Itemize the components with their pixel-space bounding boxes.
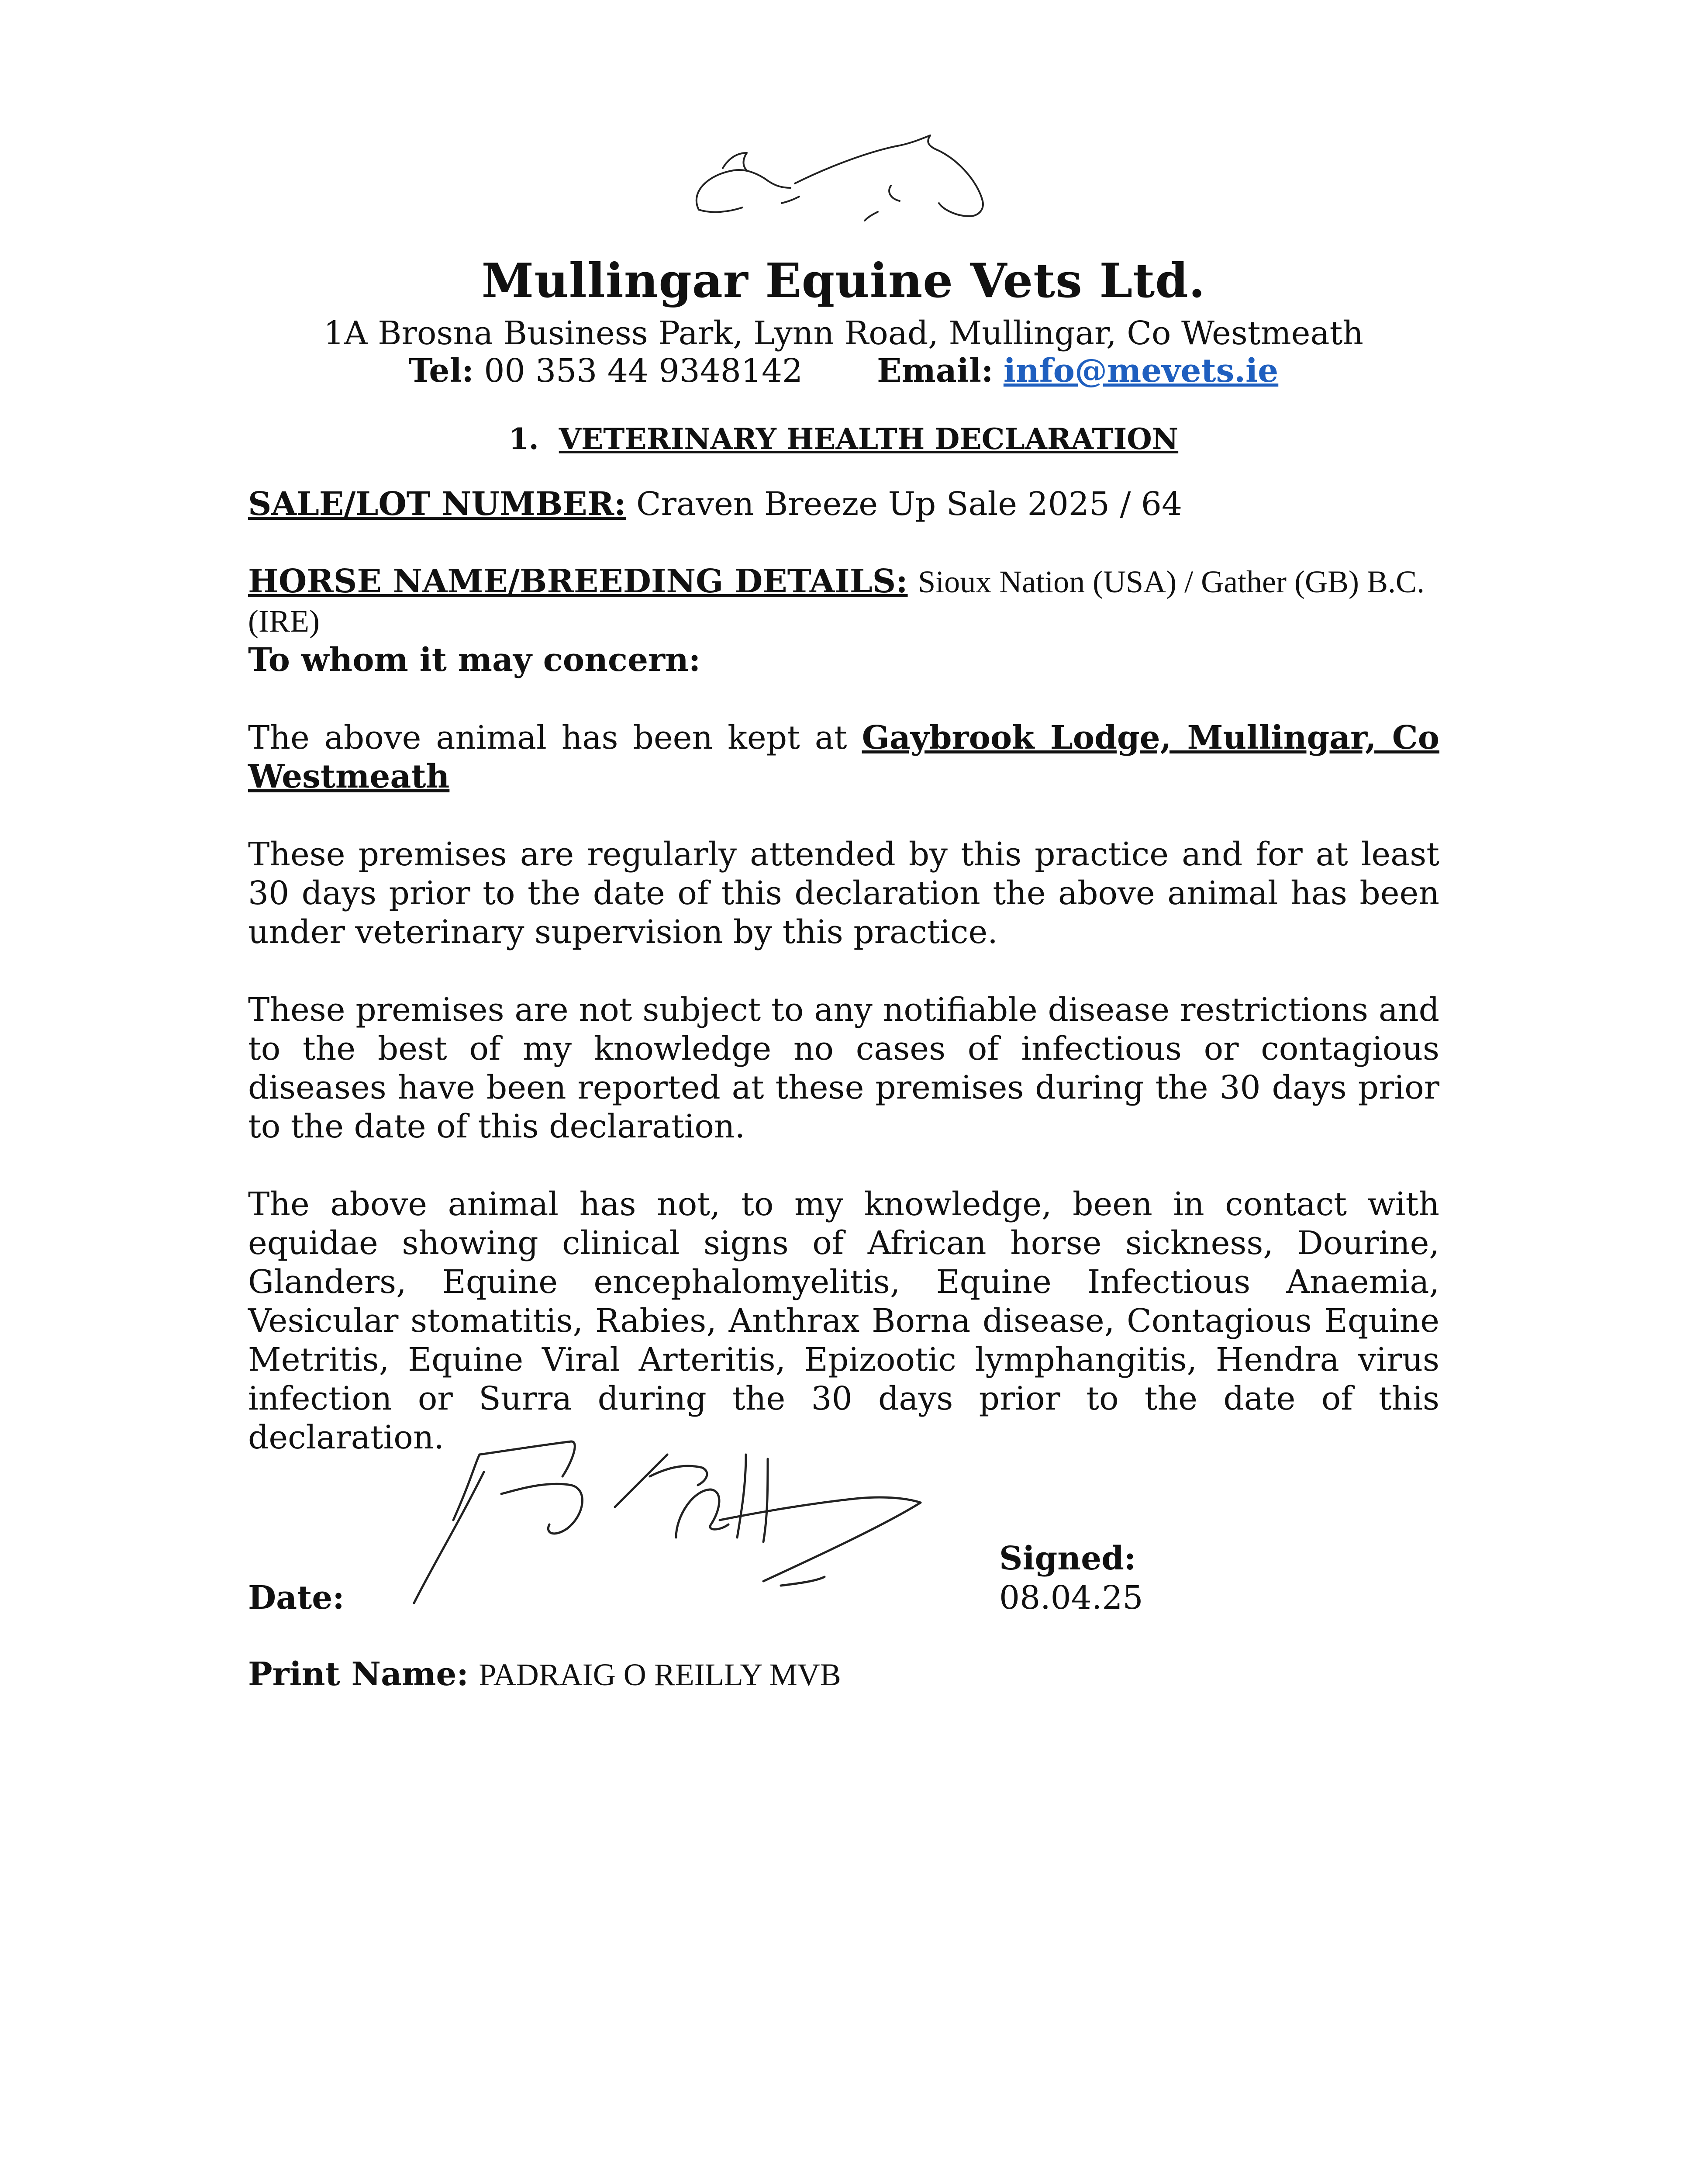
tel-label: Tel:: [408, 352, 474, 390]
restrictions-paragraph: These premises are not subject to any notifiable disease restrictions and to the best of my knowledge no cases of infectious or contagious diseases have been reported at these premises during the 30 days prior to the date of this declaration.: [248, 991, 1439, 1145]
horse-label: HORSE NAME/BREEDING DETAILS:: [248, 563, 908, 600]
date-label: Date:: [248, 1579, 345, 1617]
declaration-title: VETERINARY HEALTH DECLARATION: [559, 422, 1179, 456]
contact-paragraph: The above animal has not, to my knowledge, been in contact with equidae showing clinical signs of African horse sickness, Dourine, Glanders, Equine encephalomyelitis, Equine Infectious Anaemia, Vesicular stomatitis, Rabies, Anthrax Borna disease, Contagious Equine Metritis, Equine Viral Arteritis, Epizootic lymphangitis, Hendra virus infection or Surra during the 30 days prior to the date of this declaration.: [248, 1185, 1439, 1456]
contact-line: [0, 352, 1687, 390]
sale-lot-value: Craven Breeze Up Sale 2025 / 64: [636, 485, 1183, 523]
horse-head-logo-icon: [681, 127, 987, 227]
signed-date: 08.04.25: [999, 1579, 1143, 1617]
print-name-line: [248, 1655, 841, 1693]
email-link[interactable]: info@mevets.ie: [1003, 352, 1279, 390]
company-name: Mullingar Equine Vets Ltd.: [481, 253, 1206, 308]
company-address: 1A Brosna Business Park, Lynn Road, Mullingar, Co Westmeath: [324, 314, 1363, 352]
supervision-paragraph: These premises are regularly attended by this practice and for at least 30 days prior to the date of this declaration the above animal has been under veterinary supervision by this practice.: [248, 836, 1439, 951]
sale-lot-label: SALE/LOT NUMBER:: [248, 485, 626, 523]
signed-label: Signed:: [999, 1540, 1136, 1577]
kept-at-location: Gaybrook Lodge, Mullingar, Co Westmeath: [248, 719, 1439, 795]
declaration-body: [248, 485, 1439, 1457]
signature-block: [248, 1428, 1439, 1617]
declaration-number: 1.: [508, 422, 539, 456]
salutation: To whom it may concern:: [248, 641, 701, 679]
horse-value: Sioux Nation (USA) / Gather (GB) B.C. (IRE): [248, 564, 1425, 639]
declaration-heading: [0, 422, 1687, 456]
print-name-label: Print Name:: [248, 1655, 469, 1693]
horse-line: [248, 562, 1439, 641]
email-label: Email:: [877, 352, 994, 390]
sale-lot-line: [248, 485, 1439, 524]
print-name-value: PADRAIG O REILLY MVB: [479, 1657, 841, 1692]
tel-value: 00 353 44 9348142: [484, 352, 803, 390]
kept-at-text: The above animal has been kept at: [248, 719, 847, 757]
kept-at-paragraph: [248, 719, 1439, 796]
